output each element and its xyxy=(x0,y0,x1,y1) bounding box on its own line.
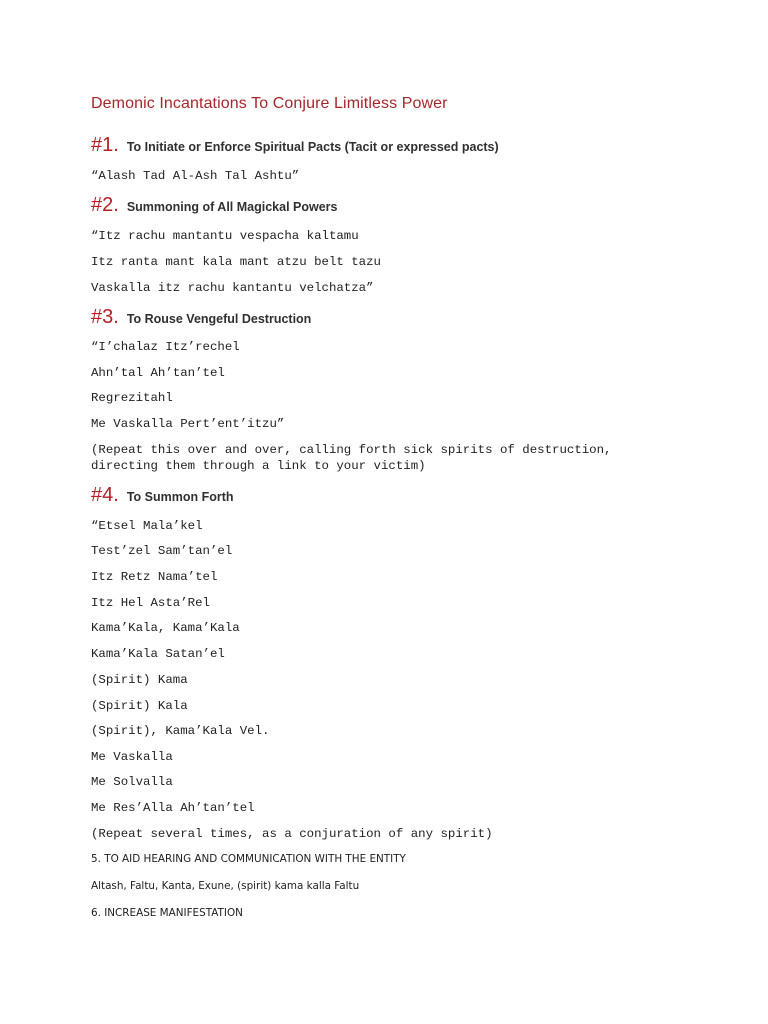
section-3-line-4: Me Vaskalla Pert’ent’itzu” xyxy=(91,417,285,431)
section-4-line-7: (Spirit) Kama xyxy=(91,673,188,687)
section-2-line-3: Vaskalla itz rachu kantantu velchatza” xyxy=(91,281,374,295)
section-3-line-1: “I’chalaz Itz’rechel xyxy=(91,340,240,354)
section-4-number: #4. xyxy=(91,484,119,506)
section-4-line-9: (Spirit), Kama’Kala Vel. xyxy=(91,724,270,738)
section-4-line-13: (Repeat several times, as a conjuration of any spirit) xyxy=(91,827,493,841)
section-2-line-2: Itz ranta mant kala mant atzu belt tazu xyxy=(91,255,381,269)
document-title: Demonic Incantations To Conjure Limitless Power xyxy=(91,95,448,112)
section-1-number: #1. xyxy=(91,134,119,156)
section-4-line-4: Itz Hel Asta’Rel xyxy=(91,596,210,610)
section-3-title: To Rouse Vengeful Destruction xyxy=(126,312,312,326)
section-4-heading xyxy=(91,484,234,507)
section-4-line-2: Test’zel Sam’tan’el xyxy=(91,544,233,558)
section-3-heading xyxy=(91,306,311,329)
section-3-number: #3. xyxy=(91,306,119,328)
section-4-title: To Summon Forth xyxy=(126,490,234,504)
section-1-line-1: “Alash Tad Al-Ash Tal Ashtu” xyxy=(91,169,300,183)
section-4-line-11: Me Solvalla xyxy=(91,775,173,789)
section-3-note-line-1: (Repeat this over and over, calling forth sick spirits of destruction, xyxy=(91,443,612,457)
section-3-line-2: Ahn’tal Ah’tan’tel xyxy=(91,366,225,380)
section-5-heading: 5. TO AID HEARING AND COMMUNICATION WITH THE ENTITY xyxy=(91,853,406,865)
section-1-title: To Initiate or Enforce Spiritual Pacts (Tacit or expressed pacts) xyxy=(126,140,499,154)
section-2-title: Summoning of All Magickal Powers xyxy=(126,200,338,214)
section-4-line-3: Itz Retz Nama’tel xyxy=(91,570,218,584)
section-5-line: Altash, Faltu, Kanta, Exune, (spirit) kama kalla Faltu xyxy=(91,880,360,892)
section-3-line-3: Regrezitahl xyxy=(91,391,173,405)
section-4-line-10: Me Vaskalla xyxy=(91,750,173,764)
section-4-line-6: Kama’Kala Satan’el xyxy=(91,647,225,661)
section-4-line-8: (Spirit) Kala xyxy=(91,699,188,713)
section-2-number: #2. xyxy=(91,194,119,216)
section-2-line-1: “Itz rachu mantantu vespacha kaltamu xyxy=(91,229,359,243)
section-1-heading xyxy=(91,134,499,157)
section-6-heading: 6. INCREASE MANIFESTATION xyxy=(91,907,243,919)
section-4-line-5: Kama’Kala, Kama’Kala xyxy=(91,621,240,635)
section-4-line-12: Me Res’Alla Ah’tan’tel xyxy=(91,801,255,815)
section-4-line-1: “Etsel Mala’kel xyxy=(91,519,203,533)
section-3-note-line-2: directing them through a link to your victim) xyxy=(91,459,426,473)
section-2-heading xyxy=(91,194,338,217)
